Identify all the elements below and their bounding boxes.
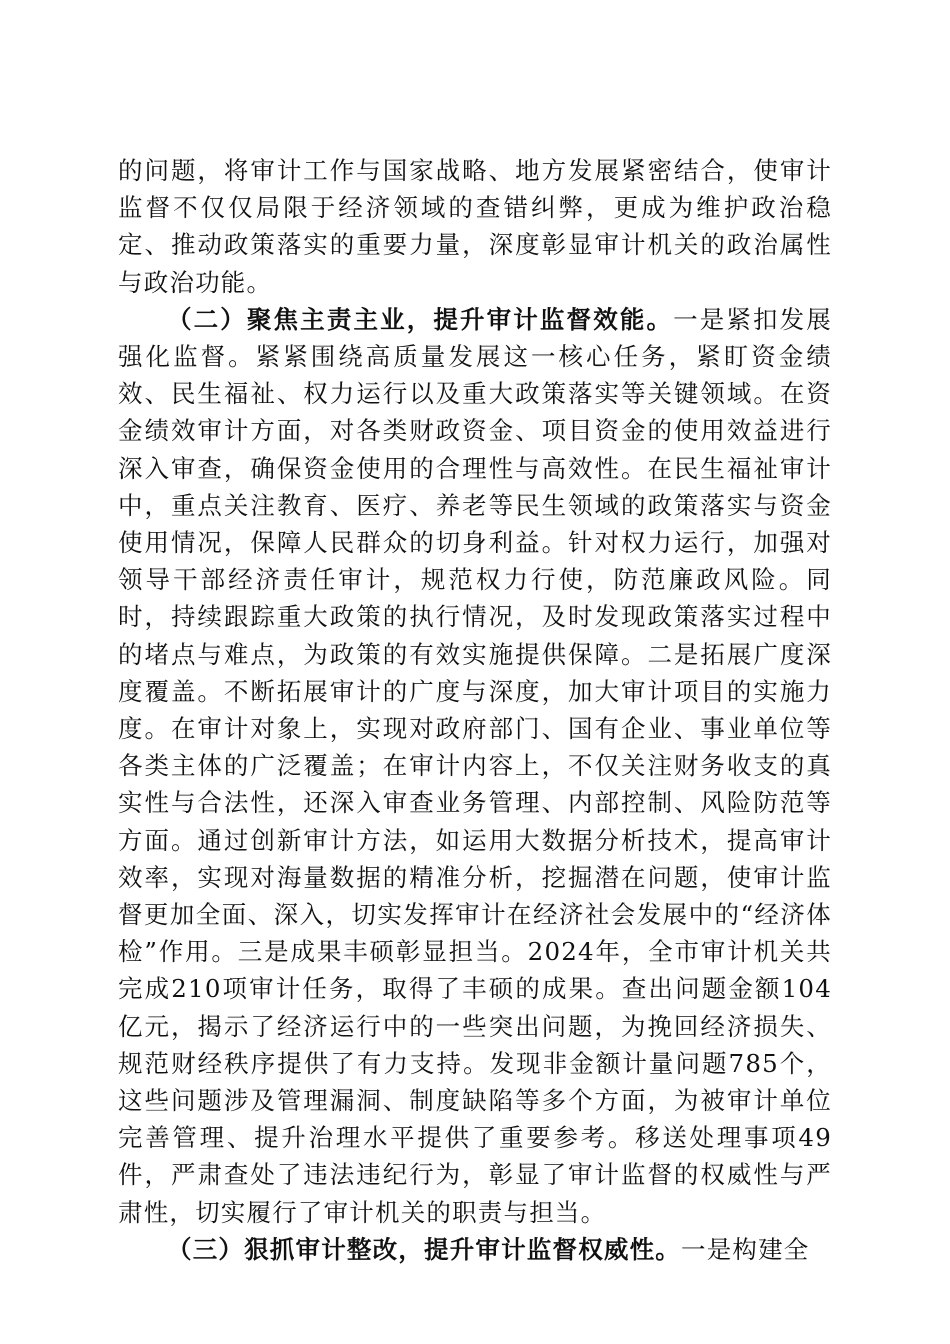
paragraph-continuation bbox=[118, 152, 832, 301]
paragraph-text: 的问题，将审计工作与国家战略、地方发展紧密结合，使审计监督不仅仅局限于经济领域的查错纠弊，更成为维护政治稳定、推动政策落实的重要力量，深度彰显审计机关的政治属性与政治功能。 bbox=[118, 156, 832, 297]
paragraph-text: 一是构建全 bbox=[681, 1234, 810, 1264]
paragraph-section-2 bbox=[118, 301, 832, 1231]
section-heading: （二）聚焦主责主业，提升审计监督效能。 bbox=[167, 304, 674, 334]
paragraph-text: 一是紧扣发展强化监督。紧紧围绕高质量发展这一核心任务，紧盯资金绩效、民生福祉、权力运行以及重大政策落实等关键领域。在资金绩效审计方面，对各类财政资金、项目资金的使用效益进行深入审查，确保资金使用的合理性与高效性。在民生福祉审计中，重点关注教育、医疗、养老等民生领域的政策落实与资金使用情况，保障人民群众的切身利益。针对权力运行，加强对领导干部经济责任审计，规范权力行使，防范廉政风险。同时，持续跟踪重大政策的执行情况，及时发现政策落实过程中的堵点与难点，为政策的有效实施提供保障。二是拓展广度深度覆盖。不断拓展审计的广度与深度，加大审计项目的实施力度。在审计对象上，实现对政府部门、国有企业、事业单位等各类主体的广泛覆盖；在审计内容上，不仅关注财务收支的真实性与合法性，还深入审查业务管理、内部控制、风险防范等方面。通过创新审计方法，如运用大数据分析技术，提高审计效率，实现对海量数据的精准分析，挖掘潜在问题，使审计监督更加全面、深入，切实发挥审计在经济社会发展中的“经济体检”作用。三是成果丰硕彰显担当。2024年，全市审计机关共完成210项审计任务，取得了丰硕的成果。查出问题金额104亿元，揭示了经济运行中的一些突出问题，为挽回经济损失、规范财经秩序提供了有力支持。发现非金额计量问题785个，这些问题涉及管理漏洞、制度缺陷等多个方面，为被审计单位完善管理、提升治理水平提供了重要参考。移送处理事项49件，严肃查处了违法违纪行为，彰显了审计监督的权威性与严肃性，切实履行了审计机关的职责与担当。 bbox=[118, 304, 832, 1227]
body-text bbox=[118, 152, 832, 1268]
section-heading: （三）狠抓审计整改，提升审计监督权威性。 bbox=[167, 1234, 681, 1264]
paragraph-section-3 bbox=[118, 1231, 832, 1268]
